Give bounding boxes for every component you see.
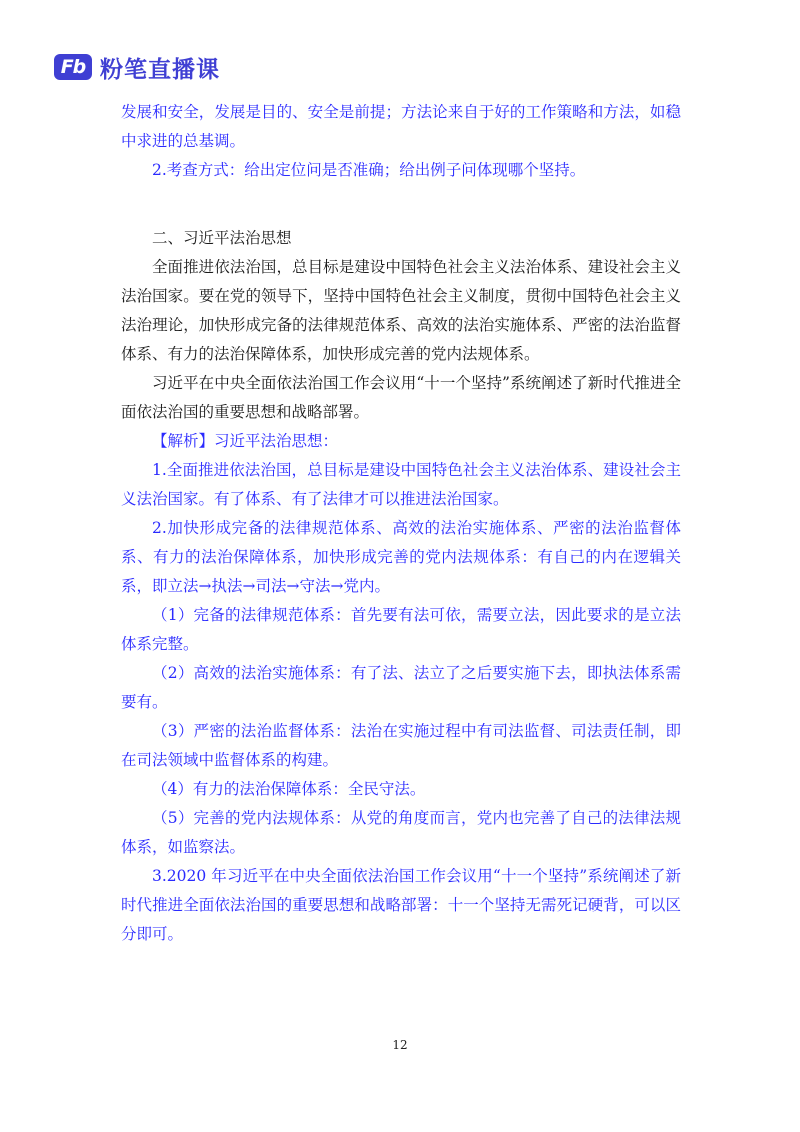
paragraph-exam-method: 2.考查方式：给出定位问是否准确；给出例子问体现哪个坚持。 (152, 161, 586, 179)
analysis-point-1: 1.全面推进依法治国，总目标是建设中国特色社会主义法治体系、建设社会主义法治国家。有了体系、有了法律才可以推进法治国家。 (121, 461, 681, 508)
analysis-subpoint-5: （5）完善的党内法规体系：从党的角度而言，党内也完善了自己的法律法规体系，如监察法。 (121, 809, 681, 856)
paragraph-continuation: 发展和安全，发展是目的、安全是前提；方法论来自于好的工作策略和方法，如稳中求进的总基调。 (121, 103, 681, 150)
analysis-subpoint-1: （1）完备的法律规范体系：首先要有法可依，需要立法，因此要求的是立法体系完整。 (121, 606, 681, 653)
brand-header (54, 50, 220, 84)
page-number: 12 (392, 1038, 408, 1052)
fenbi-logo-icon: Fb (54, 54, 92, 80)
analysis-subpoint-2: （2）高效的法治实施体系：有了法、法立了之后要实施下去，即执法体系需要有。 (121, 664, 681, 711)
analysis-subpoint-4: （4）有力的法治保障体系：全民守法。 (152, 780, 426, 798)
document-body (121, 98, 681, 949)
analysis-subpoint-3: （3）严密的法治监督体系：法治在实施过程中有司法监督、司法责任制，即在司法领域中监督体系的构建。 (121, 722, 681, 769)
paragraph-eleven-adherences: 习近平在中央全面依法治国工作会议用“十一个坚持”系统阐述了新时代推进全面依法治国的重要思想和战略部署。 (121, 374, 681, 421)
paragraph-overview: 全面推进依法治国，总目标是建设中国特色社会主义法治体系、建设社会主义法治国家。要在党的领导下，坚持中国特色社会主义制度，贯彻中国特色社会主义法治理论，加快形成完备的法律规范体系、高效的法治实施体系、严密的法治监督体系、有力的法治保障体系，加快形成完善的党内法规体系。 (121, 258, 681, 363)
analysis-point-3: 3.2020 年习近平在中央全面依法治国工作会议用“十一个坚持”系统阐述了新时代推进全面依法治国的重要思想和战略部署：十一个坚持无需死记硬背，可以区分即可。 (121, 867, 681, 943)
brand-name: 粉笔直播课 (100, 56, 220, 83)
section-heading: 二、习近平法治思想 (152, 229, 292, 247)
analysis-label: 【解析】习近平法治思想： (152, 432, 339, 450)
analysis-point-2: 2.加快形成完备的法律规范体系、高效的法治实施体系、严密的法治监督体系、有力的法治保障体系，加快形成完善的党内法规体系：有自己的内在逻辑关系，即立法→执法→司法→守法→党内。 (121, 519, 681, 595)
